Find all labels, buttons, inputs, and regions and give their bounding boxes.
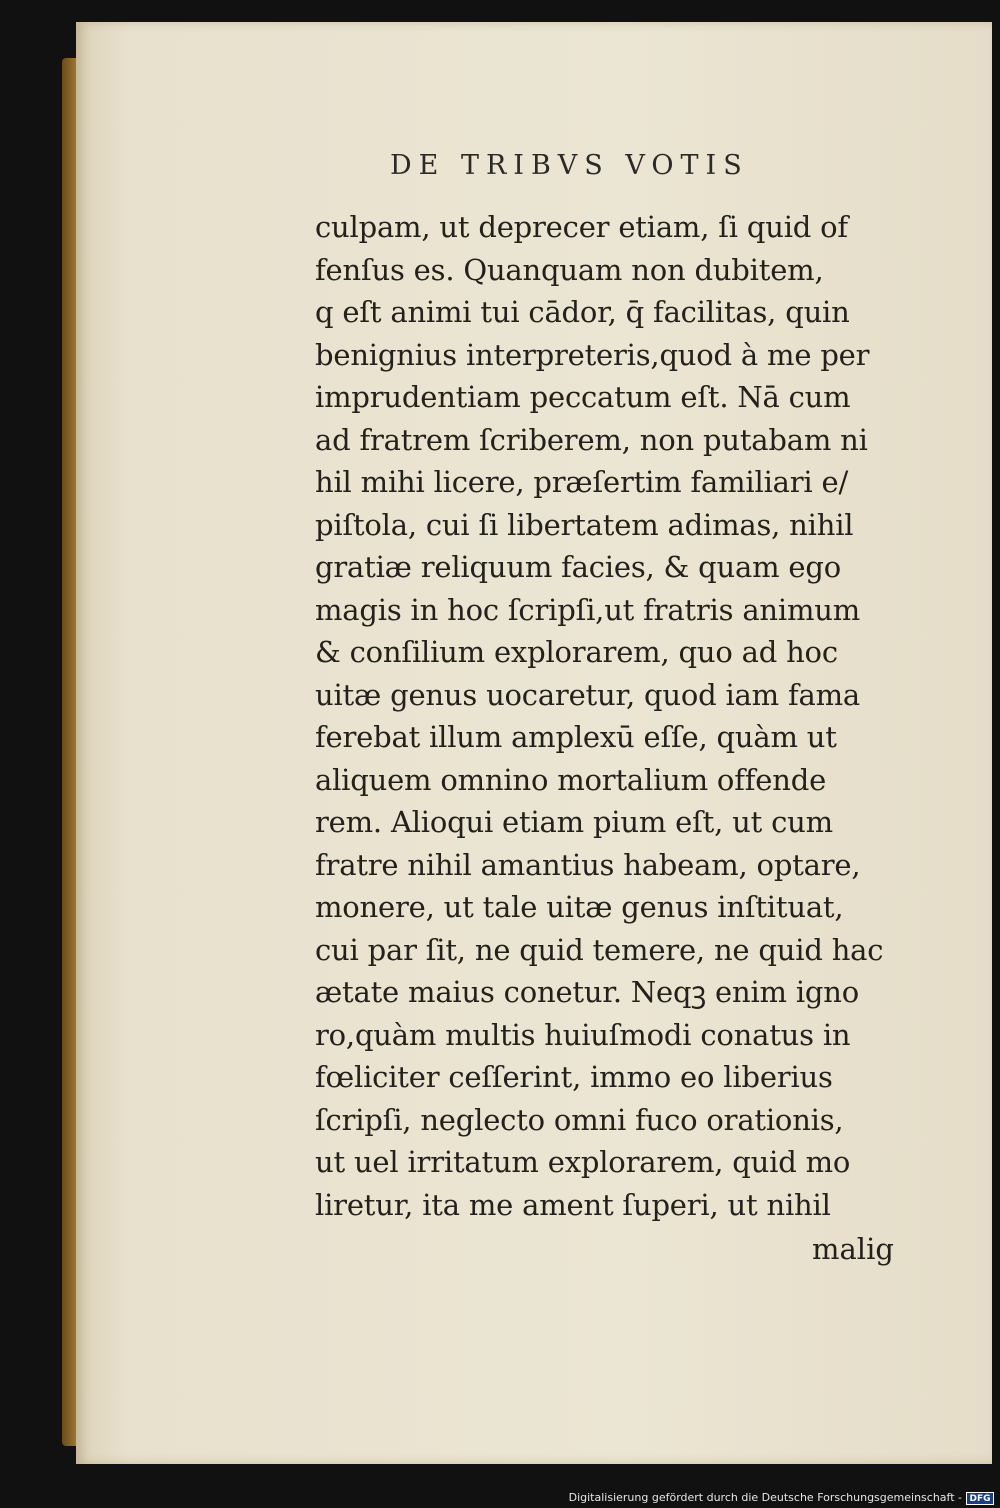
text-line: q eſt animi tui cādor, q̄ facilitas, quin <box>315 295 850 329</box>
text-line: fœliciter ceſſerint, immo eo liberius <box>315 1060 833 1094</box>
text-line: ferebat illum amplexū eſſe, quàm ut <box>315 720 837 754</box>
text-line: liretur, ita me ament ſuperi, ut nihil <box>315 1187 831 1222</box>
text-line: ad fratrem ſcriberem, non putabam ni <box>315 422 868 457</box>
text-line: hil mihi licere, præſertim familiari e/ <box>315 465 849 499</box>
text-line: fratre nihil amantius habeam, optare, <box>315 847 861 882</box>
text-line: ætate maius conetur. Neqꝫ enim igno <box>315 975 860 1009</box>
catchword: malig <box>812 1232 894 1266</box>
text-line: gratiæ reliquum facies, & quam ego <box>315 550 842 584</box>
text-line: culpam, ut deprecer etiam, ſi quid of <box>315 210 848 244</box>
text-line: & conſilium explorarem, quo ad hoc <box>315 635 838 669</box>
body-text <box>315 206 915 1226</box>
text-line: uitæ genus uocaretur, quod iam fama <box>315 677 860 712</box>
dfg-logo: DFG <box>966 1492 994 1505</box>
text-line: rem. Alioqui etiam pium eſt, ut cum <box>315 805 833 839</box>
text-line: piſtola, cui ſi libertatem adimas, nihil <box>315 507 854 542</box>
text-line: ſcripſi, neglecto omni fuco orationis, <box>315 1102 844 1137</box>
text-line: aliquem omnino mortalium offende <box>315 762 827 797</box>
text-line: ro,quàm multis huiuſmodi conatus in <box>315 1017 851 1052</box>
text-line: monere, ut tale uitæ genus inſtituat, <box>315 890 844 924</box>
text-line: cui par ſit, ne quid temere, ne quid hac <box>315 932 884 967</box>
text-line: imprudentiam peccatum eſt. Nā cum <box>315 380 851 414</box>
text-line: magis in hoc ſcripſi,ut fratris animum <box>315 592 861 627</box>
text-line: ut uel irritatum explorarem, quid mo <box>315 1145 851 1179</box>
text-line: benignius interpreteris,quod à me per <box>315 337 870 372</box>
digitization-credit: Digitalisierung gefördert durch die Deutsche Forschungsgemeinschaft - <box>568 1491 962 1504</box>
running-head: DE TRIBVS VOTIS <box>390 150 749 181</box>
text-line: fenſus es. Quanquam non dubitem, <box>315 252 824 287</box>
